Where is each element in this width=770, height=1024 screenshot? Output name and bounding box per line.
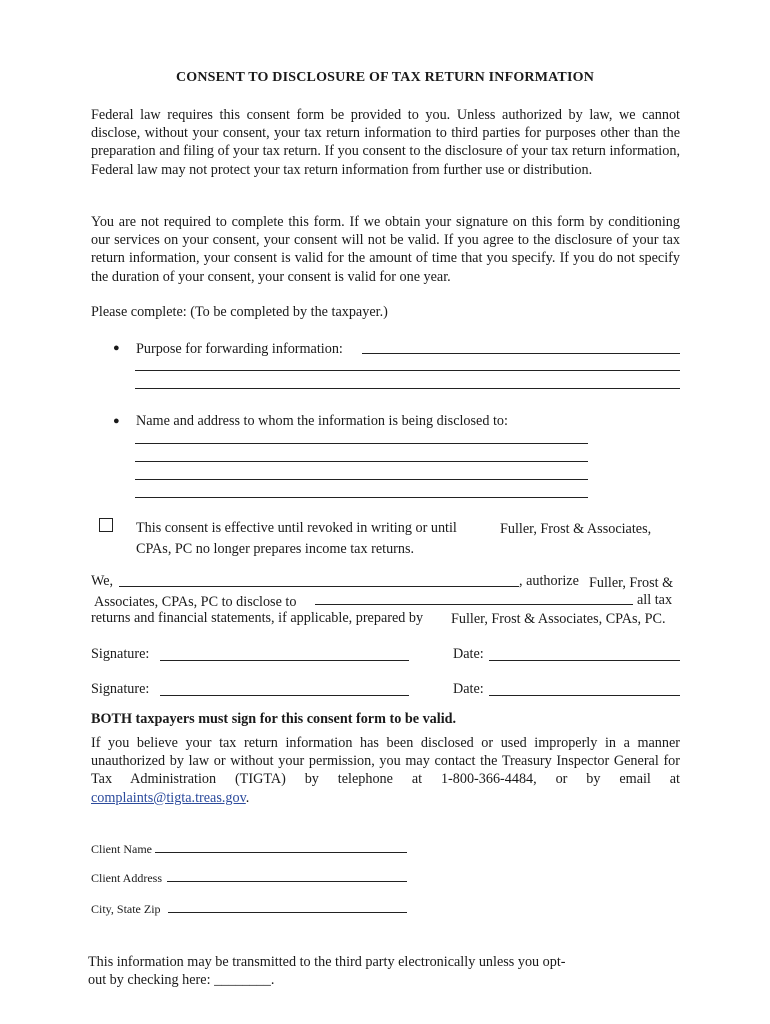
purpose-input-line-2[interactable] [135, 370, 680, 371]
consent-duration-text-2: CPAs, PC no longer prepares income tax returns. [136, 541, 415, 557]
optout-text-1: This information may be transmitted to the third party electronically unless you opt- [88, 954, 566, 970]
tigta-paragraph [91, 734, 680, 807]
we-label: We, [91, 573, 114, 589]
purpose-input-line[interactable] [362, 353, 680, 354]
authorize-text: , authorize [519, 573, 579, 589]
disclose-recipient-input-line[interactable] [315, 604, 633, 605]
taxpayer-names-input-line[interactable] [119, 586, 519, 587]
consent-firm-name: Fuller, Frost & Associates, [500, 521, 652, 537]
date-input-line-2[interactable] [489, 695, 680, 696]
signature-input-line-1[interactable] [160, 660, 409, 661]
client-name-input-line[interactable] [155, 852, 407, 853]
both-sign-notice: BOTH taxpayers must sign for this consent form to be valid. [91, 711, 457, 727]
client-name-label: Client Name [91, 842, 152, 856]
purpose-input-line-3[interactable] [135, 388, 680, 389]
optout-text-2: out by checking here: ________. [88, 972, 275, 988]
bullet-icon: ● [113, 342, 120, 354]
consent-validity-paragraph: You are not required to complete this form. If we obtain your signature on this form by conditioning our services on your consent, your consent will not be valid. If you agree to the disclosure of your tax return information, your consent is valid for the amount of time that you specify. If you do not specify the duration of your consent, your consent is valid for one year. [91, 214, 680, 285]
date-label-2: Date: [453, 681, 484, 697]
tigta-end: . [245, 789, 250, 806]
name-address-label: Name and address to whom the information is being disclosed to: [136, 413, 508, 429]
recipient-input-line-1[interactable] [135, 443, 588, 444]
purpose-label: Purpose for forwarding information: [136, 341, 343, 357]
prepared-by-firm-name: Fuller, Frost & Associates, CPAs, PC. [451, 611, 666, 627]
returns-text: returns and financial statements, if applicable, prepared by [91, 610, 424, 626]
consent-duration-text: This consent is effective until revoked in writing or until [136, 520, 457, 536]
please-complete-text: Please complete: (To be completed by the taxpayer.) [91, 304, 388, 320]
recipient-input-line-4[interactable] [135, 497, 588, 498]
client-address-label: Client Address [91, 871, 162, 885]
tigta-email-link[interactable]: complaints@tigta.treas.gov [91, 789, 246, 806]
recipient-input-line-2[interactable] [135, 461, 588, 462]
city-state-zip-label: City, State Zip [91, 902, 161, 916]
signature-input-line-2[interactable] [160, 695, 409, 696]
consent-duration-checkbox[interactable] [99, 518, 113, 532]
federal-law-paragraph: Federal law requires this consent form be provided to you. Unless authorized by law, we cannot disclose, without your consent, your tax return information to third parties for purposes other than the preparation and filing of your tax return. If you consent to the disclosure of your tax return information, Federal law may not protect your tax return information from further use or distribution. [91, 107, 680, 178]
authorize-firm-name: Fuller, Frost & [589, 575, 674, 591]
all-tax-text: all tax [637, 592, 673, 608]
date-label-1: Date: [453, 646, 484, 662]
client-address-input-line[interactable] [167, 881, 407, 882]
disclose-to-text: Associates, CPAs, PC to disclose to [94, 594, 297, 610]
recipient-input-line-3[interactable] [135, 479, 588, 480]
bullet-icon: ● [113, 415, 120, 427]
tigta-text: If you believe your tax return information has been disclosed or used improperly in a manner unauthorized by law or without your permission, you may contact the Treasury Inspector General for Tax Administration (TIGTA) by telephone at 1-800-366-4484, or by email at [91, 735, 680, 788]
city-state-zip-input-line[interactable] [168, 912, 407, 913]
form-title: CONSENT TO DISCLOSURE OF TAX RETURN INFORMATION [175, 70, 595, 85]
signature-label-2: Signature: [91, 681, 150, 697]
date-input-line-1[interactable] [489, 660, 680, 661]
signature-label-1: Signature: [91, 646, 150, 662]
